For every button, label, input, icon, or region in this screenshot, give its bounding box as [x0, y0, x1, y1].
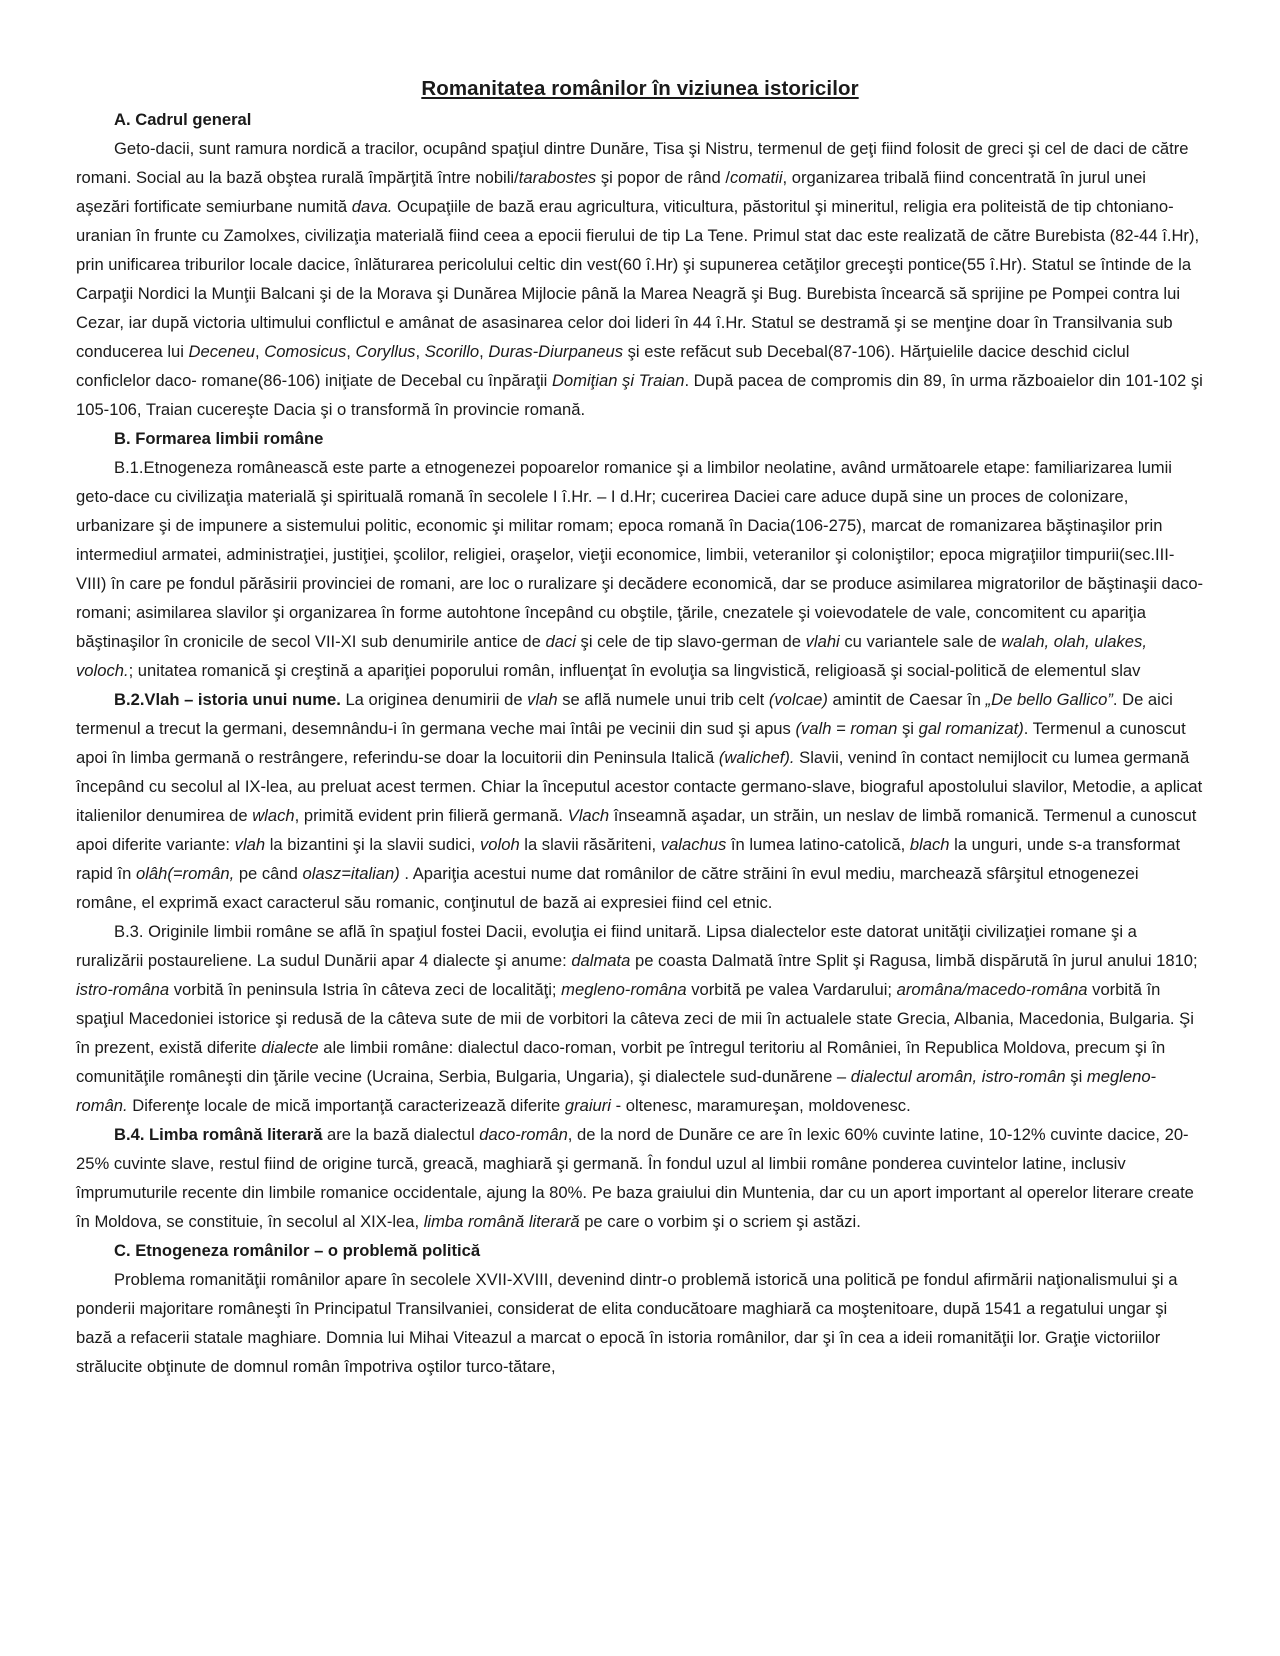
section-b-heading: B. Formarea limbii române — [114, 429, 324, 448]
section-b1-paragraph: B.1.Etnogeneza românească este parte a etnogenezei popoarelor romanice şi a limbilor neolatine, având următoarele etape: familiarizarea lumii geto-dace cu civilizaţia materială şi spirituală romană în secolele I î.Hr. – I d.Hr; cucerirea Daciei care aduce după sine un proces de colonizare, urbanizare şi de impunere a sistemului politic, economic şi militar romam; epoca romană în Dacia(106-275), marcat de romanizarea băştinaşilor prin intermediul armatei, administraţiei, justiţiei, şcolilor, religiei, oraşelor, vieţii economice, limbii, veteranilor şi coloniştilor; epoca migraţiilor timpurii(sec.III-VIII) în care pe fondul părăsirii provinciei de romani, are loc o ruralizare şi decădere economică, dar se produce asimilarea migratorilor de băştinaşii daco-romani; asimilarea slavilor şi organizarea în forme autohtone începând cu obştile, ţările, cnezatele şi voievodatele de vale, concomitent cu apariţia băştinaşilor în cronicile de secol VII-XI sub denumirile antice de daci şi cele de tip slavo-german de vlahi cu variantele sale de walah, olah, ulakes, voloch.; unitatea romanică şi creştină a apariţiei poporului român, influenţat în evoluţia sa lingvistică, religioasă şi social-politică de elementul slav — [76, 458, 1204, 680]
page-title: Romanitatea românilor în viziunea istoricilor — [421, 77, 859, 100]
section-b4-paragraph: B.4. Limba română literară are la bază dialectul daco-român, de la nord de Dunăre ce are în lexic 60% cuvinte latine, 10-12% cuvinte dacice, 20-25% cuvinte slave, restul fiind de origine turcă, greacă, maghiară şi germană. În fondul uzul al limbii române ponderea cuvintelor latine, inclusiv împrumuturile recente din limbile romanice occidentale, ajung la 80%. Pe baza graiului din Muntenia, dar cu un aport important al operelor literare create în Moldova, se constituie, în secolul al XIX-lea, limba română literară pe care o vorbim şi o scriem şi astăzi. — [76, 1125, 1194, 1231]
section-a-paragraph: Geto-dacii, sunt ramura nordică a tracilor, ocupând spaţiul dintre Dunăre, Tisa şi Nistru, termenul de geţi fiind folosit de greci şi cel de daci de către romani. Social au la bază obştea rurală împărţită între nobili/tarabostes şi popor de rând /comatii, organizarea tribală fiind concentrată în jurul unei aşezări fortificate semiurbane numită dava. Ocupaţiile de bază erau agricultura, viticultura, păstoritul şi mineritul, religia era politeistă de tip chtoniano-uranian în frunte cu Zamolxes, civilizaţia materială fiind ceea a epocii fierului de tip La Tene. Primul stat dac este realizată de către Burebista (82-44 î.Hr), prin unificarea triburilor locale dacice, înlăturarea pericolului celtic din vest(60 î.Hr) şi supunerea cetăţilor greceşti pontice(55 î.Hr). Statul se întinde de la Carpaţii Nordici la Munţii Balcani şi de la Morava şi Dunărea Mijlocie până la Marea Neagră şi Bug. Burebista încearcă să sprijine pe Pompei contra lui Cezar, iar după victoria ultimului conflictul e amânat de asasinarea celor doi lideri în 44 î.Hr. Statul se destramă şi se menţine doar în Transilvania sub conducerea lui Deceneu, Comosicus, Coryllus, Scorillo, Duras-Diurpaneus şi este refăcut sub Decebal(87-106). Hărţuielile dacice deschid ciclul conficlelor daco- romane(86-106) iniţiate de Decebal cu înpăraţii Domiţian şi Traian. După pacea de compromis din 89, în urma războaielor din 101-102 şi 105-106, Traian cucereşte Dacia şi o transformă în provincie romană. — [76, 139, 1203, 419]
section-a-heading: A. Cadrul general — [114, 110, 252, 129]
section-b3-paragraph: B.3. Originile limbii române se află în spaţiul fostei Dacii, evoluţia ei fiind unitară. Lipsa dialectelor este datorat unităţii civilizaţiei romane şi a ruralizării postaureliene. La sudul Dunării apar 4 dialecte şi anume: dalmata pe coasta Dalmată între Split şi Ragusa, limbă dispărută în jurul anului 1810; istro-româna vorbită în peninsula Istria în câteva zeci de localităţi; megleno-româna vorbită pe valea Vardarului; aromâna/macedo-româna vorbită în spaţiul Macedoniei istorice şi redusă de la câteva sute de mii de vorbitori la câteva zeci de mii în actualele state Grecia, Albania, Macedonia, Bulgaria. Şi în prezent, există diferite dialecte ale limbii române: dialectul daco-roman, vorbit pe întregul teritoriu al României, în Republica Moldova, precum şi în comunităţile româneşti din ţările vecine (Ucraina, Serbia, Bulgaria, Ungaria), şi dialectele sud-dunărene – dialectul aromân, istro-român şi megleno-român. Diferenţe locale de mică importanţă caracterizează diferite graiuri - oltenesc, maramureşan, moldovenesc. — [76, 922, 1198, 1115]
section-b2-paragraph: B.2.Vlah – istoria unui nume. La originea denumirii de vlah se află numele unui trib celt (volcae) amintit de Caesar în „De bello Gallico”. De aici termenul a trecut la germani, desemnându-i în germana veche mai întâi pe vecinii din sud şi apus (valh = roman şi gal romanizat). Termenul a cunoscut apoi în limba germană o restrângere, referindu-se doar la locuitorii din Peninsula Italică (walichef). Slavii, venind în contact nemijlocit cu lumea germană începând cu secolul al IX-lea, au preluat acest termen. Chiar la începutul acestor contacte germano-slave, biograful apostolului slavilor, Metodie, a aplicat italienilor denumirea de wlach, primită evident prin filieră germană. Vlach înseamnă aşadar, un străin, un neslav de limbă romanică. Termenul a cunoscut apoi diferite variante: vlah la bizantini şi la slavii sudici, voloh la slavii răsăriteni, valachus în lumea latino-catolică, blach la unguri, unde s-a transformat rapid în olâh(=român, pe când olasz=italian) . Apariţia acestui nume dat românilor de către străini în evul mediu, marchează sfârşitul etnogenezei române, el exprimă exact caracterul său romanic, conţinutul de bază ai expresiei fiind cel etnic. — [76, 690, 1203, 912]
section-c-heading: C. Etnogeneza românilor – o problemă politică — [114, 1241, 481, 1260]
section-c-paragraph: Problema romanităţii românilor apare în secolele XVII-XVIII, devenind dintr-o problemă istorică una politică pe fondul afirmării naţionalismului şi a ponderii majoritare româneşti în Principatul Transilvaniei, considerat de elita conducătoare maghiară ca moştenitoare, după 1541 a regatului ungar şi bază a refacerii statale maghiare. Domnia lui Mihai Viteazul a marcat o epocă în istoria românilor, dar şi în cea a ideii romanităţii lor. Graţie victoriilor strălucite obţinute de domnul român împotriva oştilor turco-tătare, — [76, 1270, 1178, 1376]
